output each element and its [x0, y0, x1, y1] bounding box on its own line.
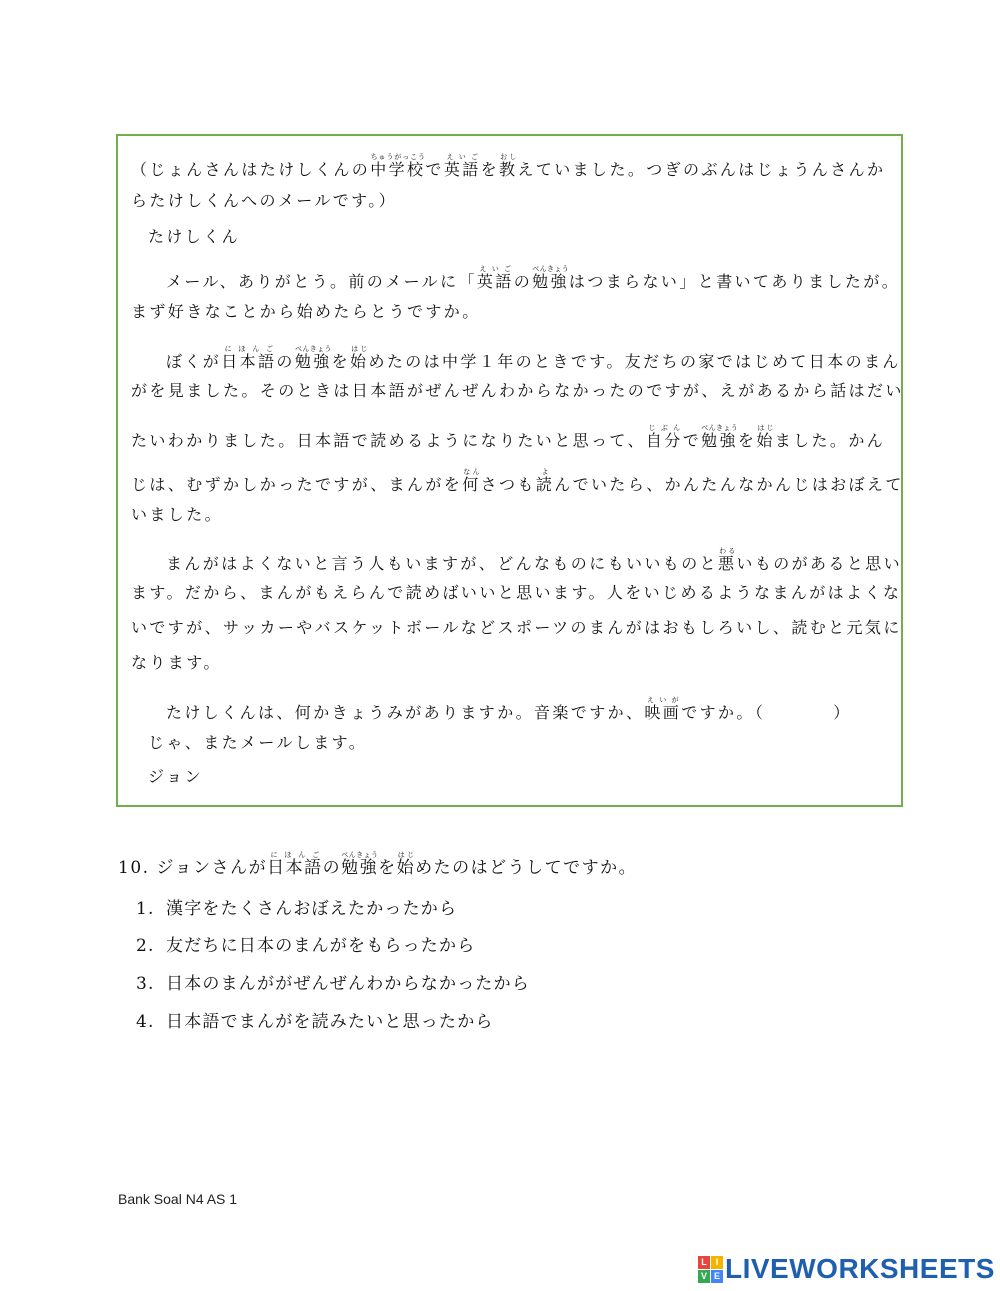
- passage-closing: じゃ、またメールします。: [148, 733, 368, 752]
- passage-p3-line-2: ます。だから、まんがもえらんで読めばいいと思います。人をいじめるようなまんがはよくな: [131, 583, 902, 602]
- ruby-word: 英語えいご: [443, 153, 481, 179]
- passage-p2-line-1: ぼくが日本語にほんごの勉強べんきょうを始はじめたのは中学１年のときです。友だちの家ではじめて日本のまん: [166, 345, 901, 371]
- passage-p4-line-1: たけしくんは、何かきょうみがありますか。音楽ですか、映画えいがですか。（ ）: [166, 696, 852, 722]
- passage-p2-line-4: じは、むずかしかったですが、まんがを何なんさつも読よんでいたら、かんたんなかんじはおぼえて: [131, 468, 904, 494]
- answer-option-4[interactable]: 4. 日本語でまんがを読みたいと思ったから: [136, 1012, 494, 1032]
- answer-option-2[interactable]: 2. 友だちに日本のまんがをもらったから: [136, 936, 476, 956]
- passage-p3-line-4: なります。: [131, 653, 222, 672]
- passage-p2-line-5: いました。: [131, 505, 224, 524]
- passage-intro-line-2: らたけしくんへのメールです。）: [131, 191, 398, 210]
- passage-p2-line-2: がを見ました。そのときは日本語がぜんぜんわからなかったのですが、えがあるから話はだい: [131, 381, 904, 400]
- liveworksheets-logo: [698, 1253, 995, 1285]
- passage-signature: ジョン: [148, 767, 203, 786]
- answer-option-1[interactable]: 1. 漢字をたくさんおぼえたかったから: [136, 899, 458, 919]
- logo-icon: [698, 1256, 723, 1283]
- passage-greeting: たけしくん: [148, 227, 241, 246]
- footer-label: Bank Soal N4 AS 1: [118, 1191, 238, 1207]
- passage-p3-line-3: いですが、サッカーやバスケットボールなどスポーツのまんがはおもしろいし、読むと元気に: [131, 618, 902, 637]
- logo-text: LIVEWORKSHEETS: [725, 1253, 995, 1284]
- logo-letter-e: E: [711, 1270, 723, 1283]
- logo-letter-i: I: [711, 1256, 723, 1269]
- ruby-word: 中学校ちゅうがっこう: [370, 153, 426, 179]
- question-10: 10. ジョンさんが日本語にほんごの勉強べんきょうを始はじめたのはどうしてですか。: [118, 851, 638, 878]
- answer-option-3[interactable]: 3. 日本のまんががぜんぜんわからなかったから: [136, 974, 530, 994]
- passage-p1-line-2: まず好きなことから始めたらとうですか。: [131, 302, 481, 321]
- passage-p1-line-1: メール、ありがとう。前のメールに「英語えいごの勉強べんきょうはつまらない」と書いてありましたが。: [166, 265, 901, 291]
- passage-p2-line-3: たいわかりました。日本語で読めるようになりたいと思って、自分じぶんで勉強べんきょうを始はじました。かん: [131, 424, 886, 450]
- passage-p3-line-1: まんがはよくないと言う人もいますが、どんなものにもいいものと悪わるいものがあると思い: [166, 547, 903, 573]
- logo-letter-l: L: [698, 1256, 710, 1269]
- passage-intro-line-1: （じょんさんはたけしくんの中学校ちゅうがっこうで英語えいごを教おしえていました。つぎのぶんはじょうんさんか: [131, 153, 886, 179]
- ruby-word: 教おし: [499, 153, 518, 179]
- logo-letter-v: V: [698, 1270, 710, 1283]
